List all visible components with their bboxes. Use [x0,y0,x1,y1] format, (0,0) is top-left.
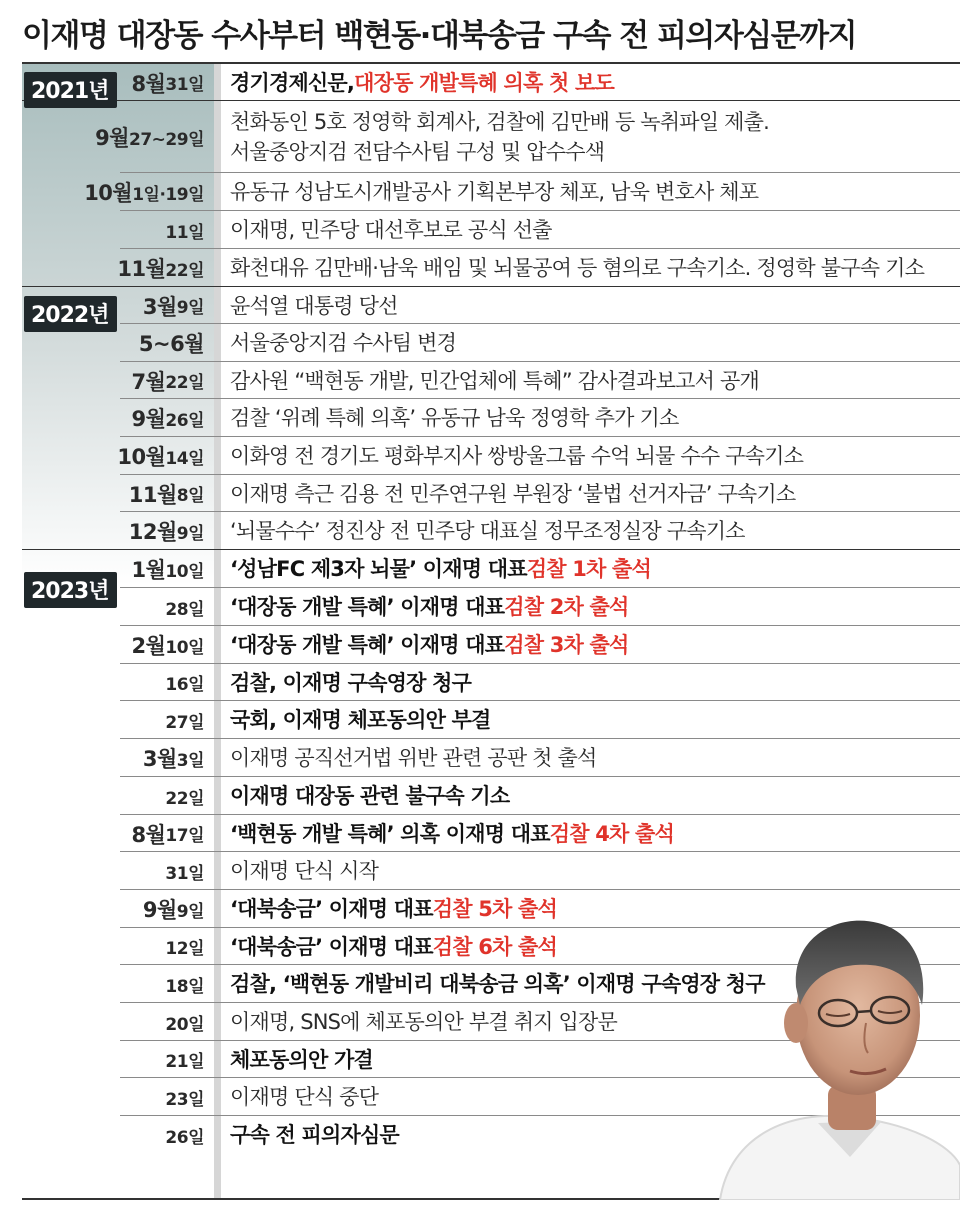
timeline-row [22,101,960,173]
event-day: 1일·19일 [132,184,204,205]
event-date [165,928,204,965]
event-date [132,362,205,399]
event-month: 5~6월 [138,332,204,356]
event-text-line2: 서울중앙지검 전담수사팀 구성 및 압수수색 [230,140,605,164]
event-month: 9월 [131,407,166,431]
year-badge-2022: 2022년 [24,296,117,332]
event-text: 화천대유 김만배·남욱 배임 및 뇌물공여 등 혐의로 구속기소. 정영학 불구속 기소 [230,256,925,280]
event-text: 체포동의안 가결 [230,1047,373,1072]
event-description [230,475,960,512]
event-date [165,664,204,701]
event-description [230,852,960,890]
event-day: 23일 [165,1089,204,1110]
event-date [132,550,205,588]
event-text: 천화동인 5호 정영학 회계사, 검찰에 김만배 등 녹취파일 제출. [230,110,769,134]
timeline-row [22,512,960,550]
event-description [230,626,960,664]
event-text: 유동규 성남도시개발공사 기획본부장 체포, 남욱 변호사 체포 [230,180,759,204]
event-description [230,399,960,437]
event-month: 2월 [131,634,166,658]
event-highlight: 대장동 개발특혜 의혹 첫 보도 [354,70,614,95]
event-month: 9월 [95,126,130,150]
event-date [165,1078,204,1116]
event-day: 21일 [165,1052,204,1072]
event-text: 이화영 전 경기도 평화부지사 쌍방울그룹 수억 뇌물 수수 구속기소 [230,444,804,468]
event-text: ‘대북송금’ 이재명 대표 [230,897,433,921]
event-date [165,777,204,815]
timeline-row [22,475,960,512]
event-day: 8일 [176,486,204,506]
timeline-row [22,173,960,211]
timeline-row [22,815,960,852]
event-description [230,588,960,626]
event-description [230,815,960,852]
event-date [132,64,205,101]
event-text: 이재명, 민주당 대선후보로 공식 선출 [230,218,552,242]
timeline-row [22,739,960,777]
event-date [165,211,204,249]
event-day: 17일 [165,826,204,846]
event-description [230,64,960,101]
event-date [165,1116,204,1154]
event-text: ‘대장동 개발 특혜’ 이재명 대표 [230,633,505,657]
event-text: 이재명 측근 김용 전 민주연구원 부원장 ‘불법 선거자금’ 구속기소 [230,481,796,506]
timeline-row [22,588,960,626]
event-text: 검찰 ‘위례 특혜 의혹’ 유동규 남욱 정영학 추가 기소 [230,406,679,430]
event-text: ‘대장동 개발 특혜’ 이재명 대표 [230,595,505,619]
event-month: 11월 [128,482,177,507]
event-month: 10월 [117,445,166,469]
timeline-row [22,701,960,739]
event-day: 12일 [165,939,204,959]
event-month: 1월 [131,558,166,582]
event-highlight: 검찰 6차 출석 [432,934,558,959]
event-day: 9일 [176,523,204,544]
timeline-row [22,626,960,664]
event-month: 12월 [128,520,177,544]
event-date [143,890,204,928]
timeline-row [22,287,960,324]
event-description [230,777,960,815]
event-day: 16일 [165,675,204,695]
event-month: 10월 [84,181,133,205]
event-month: 3월 [142,294,177,319]
event-month: 8월 [131,71,166,96]
year-badge-2021: 2021년 [24,72,117,108]
event-day: 10일 [165,561,204,582]
event-month: 11월 [117,257,166,281]
event-text: 구속 전 피의자심문 [230,1123,399,1147]
event-description [230,324,960,362]
event-description [230,101,960,173]
event-text: 서울중앙지검 수사팀 변경 [230,331,457,355]
event-day: 27일 [165,712,204,733]
event-description [230,664,960,701]
timeline-row [22,362,960,399]
timeline-row [22,852,960,890]
timeline-row [22,550,960,588]
event-description [230,173,960,211]
event-day: 31일 [165,863,204,884]
event-month: 8월 [131,822,166,847]
timeline-row [22,211,960,249]
event-day: 20일 [165,1014,204,1035]
event-day: 22일 [165,788,204,809]
event-text: ‘백현동 개발 특혜’ 의혹 이재명 대표 [230,821,550,846]
person-portrait-icon [700,895,960,1200]
timeline-row [22,249,960,287]
event-highlight: 검찰 4차 출석 [549,821,674,846]
event-text: ‘뇌물수수’ 정진상 전 민주당 대표실 정무조정실장 구속기소 [230,519,745,543]
event-text: 윤석열 대통령 당선 [230,293,398,318]
event-description [230,437,960,475]
page-title: 이재명 대장동 수사부터 백현동·대북송금 구속 전 피의자심문까지 [22,18,857,54]
event-text: 이재명 공직선거법 위반 관련 공판 첫 출석 [230,746,597,770]
event-date [165,1003,204,1041]
event-month: 7월 [131,369,166,394]
event-date [132,399,205,437]
event-text: 국회, 이재명 체포동의안 부결 [230,708,491,732]
event-date [165,588,204,626]
event-description [230,362,960,399]
event-date [165,701,204,739]
event-description [230,550,960,588]
event-description [230,211,960,249]
timeline-row [22,437,960,475]
event-day: 27~29일 [129,129,204,150]
event-day: 31일 [165,75,204,95]
event-description [230,249,960,287]
event-date [165,965,204,1003]
event-text: 검찰, 이재명 구속영장 청구 [230,670,472,695]
event-date [143,739,204,777]
event-day: 26일 [165,410,204,431]
event-day: 14일 [165,448,204,469]
event-day: 22일 [165,373,204,393]
event-date [129,512,204,550]
event-day: 9일 [176,901,204,922]
event-description [230,287,960,324]
event-date [117,437,204,475]
event-text: ‘대북송금’ 이재명 대표 [230,934,433,959]
event-date [139,324,204,362]
event-text: 이재명 대장동 관련 불구속 기소 [230,784,510,808]
event-highlight: 검찰 3차 출석 [504,633,629,657]
event-text: ‘성남FC 제3자 뇌물’ 이재명 대표 [230,557,527,581]
event-text: 이재명 단식 중단 [230,1085,379,1109]
timeline-row [22,399,960,437]
event-text: 이재명, SNS에 체포동의안 부결 취지 입장문 [230,1010,617,1034]
event-date [165,1041,204,1078]
event-day: 10일 [165,637,204,658]
event-highlight: 검찰 5차 출석 [432,897,558,921]
event-date [84,173,204,211]
event-month: 3월 [142,747,177,771]
event-description [230,739,960,777]
event-highlight: 검찰 2차 출석 [504,595,629,619]
year-badge-2023: 2023년 [24,572,117,608]
timeline-row [22,64,960,101]
event-day: 11일 [165,222,204,243]
event-day: 9일 [176,298,204,318]
timeline-row [22,777,960,815]
event-day: 18일 [165,976,204,997]
event-date [95,101,204,173]
timeline-row [22,664,960,701]
event-description [230,512,960,550]
event-text: 감사원 “백현동 개발, 민간업체에 특혜” 감사결과보고서 공개 [230,368,759,393]
event-date [132,815,205,852]
event-day: 28일 [165,599,204,620]
event-text: 경기경제신문, [230,70,355,95]
event-date [132,626,205,664]
event-text: 검찰, ‘백현동 개발비리 대북송금 의혹’ 이재명 구속영장 청구 [230,972,765,996]
timeline-row [22,324,960,362]
event-date [129,475,204,512]
event-date [143,287,204,324]
event-day: 22일 [165,260,204,281]
event-date [165,852,204,890]
event-date [117,249,204,287]
event-day: 3일 [176,750,204,771]
event-text: 이재명 단식 시작 [230,859,379,883]
event-highlight: 검찰 1차 출석 [526,557,651,581]
event-month: 9월 [142,898,177,922]
event-day: 26일 [165,1127,204,1148]
event-description [230,701,960,739]
